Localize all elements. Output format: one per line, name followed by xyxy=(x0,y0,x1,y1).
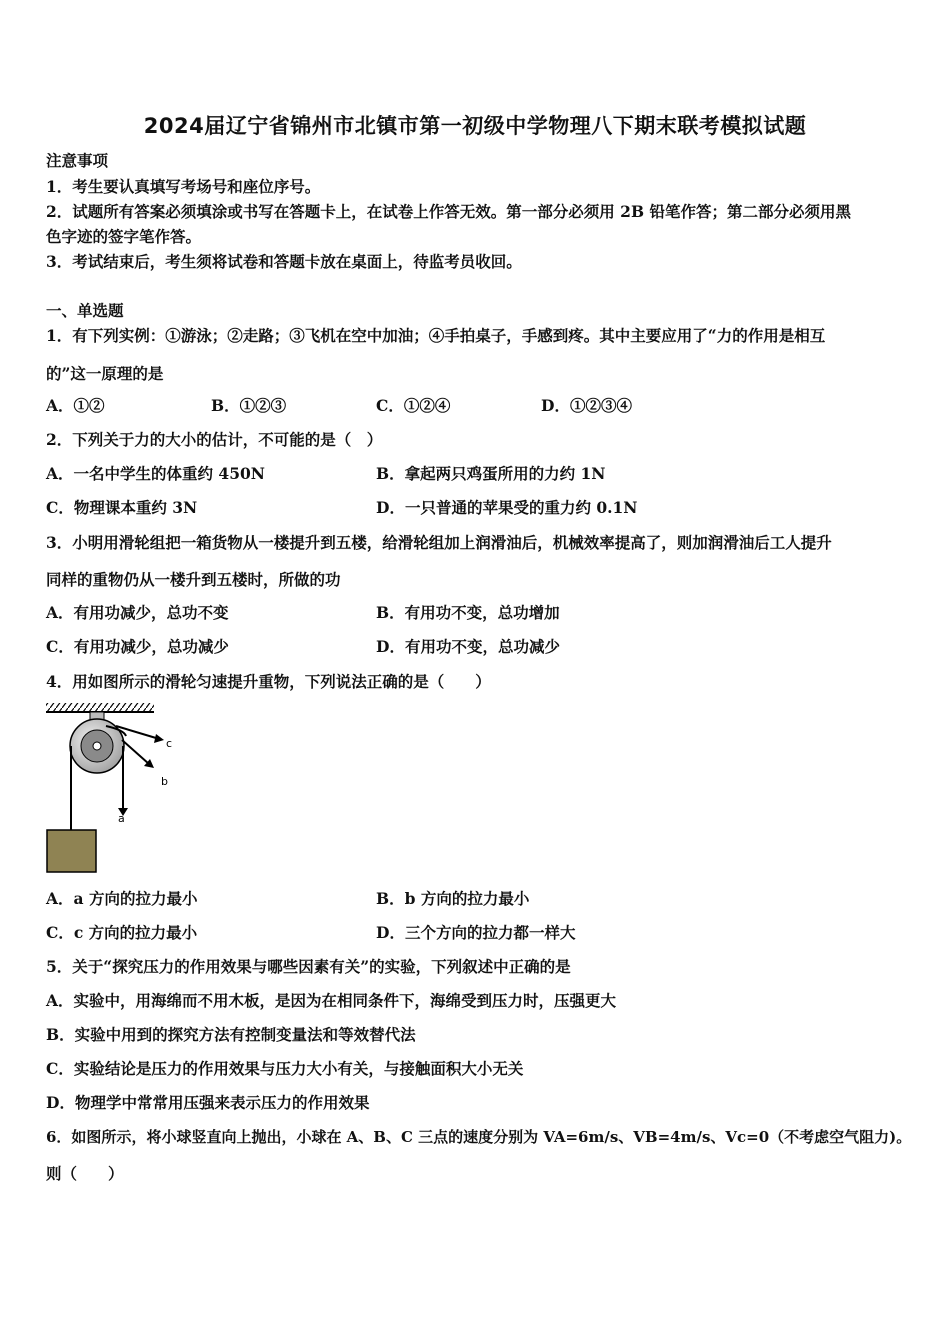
q1-stem: 1．有下列实例：①游泳；②走路；③飞机在空中加油；④手拍桌子，手感到疼。其中主要应用了“力的作用是相互 xyxy=(46,326,826,345)
force-arrow-b xyxy=(122,740,154,768)
q5-option-b: B．实验中用到的探究方法有控制变量法和等效替代法 xyxy=(46,1025,416,1044)
notice-item: 2．试题所有答案必须填涂或书写在答题卡上，在试卷上作答无效。第一部分必须用 2B 铅笔作答；第二部分必须用黑 xyxy=(46,202,851,221)
page-title: 2024届辽宁省锦州市北镇市第一初级中学物理八下期末联考模拟试题 xyxy=(143,114,807,138)
pulley-diagram xyxy=(44,700,194,875)
q4-option-d: D．三个方向的拉力都一样大 xyxy=(376,923,576,942)
q1-stem-cont: 的”这一原理的是 xyxy=(46,364,164,383)
q2-option-a: A．一名中学生的体重约 450N xyxy=(46,464,265,483)
section-heading: 一、单选题 xyxy=(46,301,124,320)
q2-option-b: B．拿起两只鸡蛋所用的力约 1N xyxy=(376,464,606,483)
notice-heading: 注意事项 xyxy=(46,151,109,170)
q1-option-b: B．①②③ xyxy=(211,396,287,415)
q3-option-c: C．有用功减少，总功减少 xyxy=(46,637,229,656)
q5-option-c: C．实验结论是压力的作用效果与压力大小有关，与接触面积大小无关 xyxy=(46,1059,524,1078)
ceiling xyxy=(46,703,154,712)
q2-option-d: D．一只普通的苹果受的重力约 0.1N xyxy=(376,498,638,517)
q2-stem: 2．下列关于力的大小的估计，不可能的是（ ） xyxy=(46,430,383,449)
notice-item: 色字迹的签字笔作答。 xyxy=(46,227,202,246)
q4-option-a: A．a 方向的拉力最小 xyxy=(46,889,198,908)
q4-stem: 4．用如图所示的滑轮匀速提升重物，下列说法正确的是（ ） xyxy=(46,672,491,691)
q4-option-b: B．b 方向的拉力最小 xyxy=(376,889,530,908)
q1-option-d: D．①②③④ xyxy=(541,396,632,415)
weight-block xyxy=(47,830,96,872)
label-a: a xyxy=(118,812,125,825)
label-b: b xyxy=(161,775,168,788)
pulley-wheel xyxy=(70,719,124,773)
label-c: c xyxy=(166,737,173,750)
q2-option-c: C．物理课本重约 3N xyxy=(46,498,198,517)
notice-item: 3．考试结束后，考生须将试卷和答题卡放在桌面上，待监考员收回。 xyxy=(46,252,522,271)
q5-option-d: D．物理学中常常用压强来表示压力的作用效果 xyxy=(46,1093,370,1112)
q3-option-b: B．有用功不变，总功增加 xyxy=(376,603,560,622)
q3-stem-cont: 同样的重物仍从一楼升到五楼时，所做的功 xyxy=(46,570,341,589)
notice-item: 1．考生要认真填写考场号和座位序号。 xyxy=(46,177,321,196)
q6-stem-cont: 则（ ） xyxy=(46,1164,124,1183)
q1-option-a: A．①② xyxy=(46,396,105,415)
q6-stem: 6．如图所示，将小球竖直向上抛出，小球在 A、B、C 三点的速度分别为 VA=6m/s、VB=4m/s、Vc=0（不考虑空气阻力)。 xyxy=(46,1128,912,1146)
q5-stem: 5．关于“探究压力的作用效果与哪些因素有关”的实验，下列叙述中正确的是 xyxy=(46,957,571,976)
q1-option-c: C．①②④ xyxy=(376,396,451,415)
q3-stem: 3．小明用滑轮组把一箱货物从一楼提升到五楼，给滑轮组加上润滑油后，机械效率提高了，则加润滑油后工人提升 xyxy=(46,533,832,552)
q3-option-d: D．有用功不变，总功减少 xyxy=(376,637,560,656)
q3-option-a: A．有用功减少，总功不变 xyxy=(46,603,229,622)
q5-option-a: A．实验中，用海绵而不用木板，是因为在相同条件下，海绵受到压力时，压强更大 xyxy=(46,991,617,1010)
q4-option-c: C．c 方向的拉力最小 xyxy=(46,923,198,942)
